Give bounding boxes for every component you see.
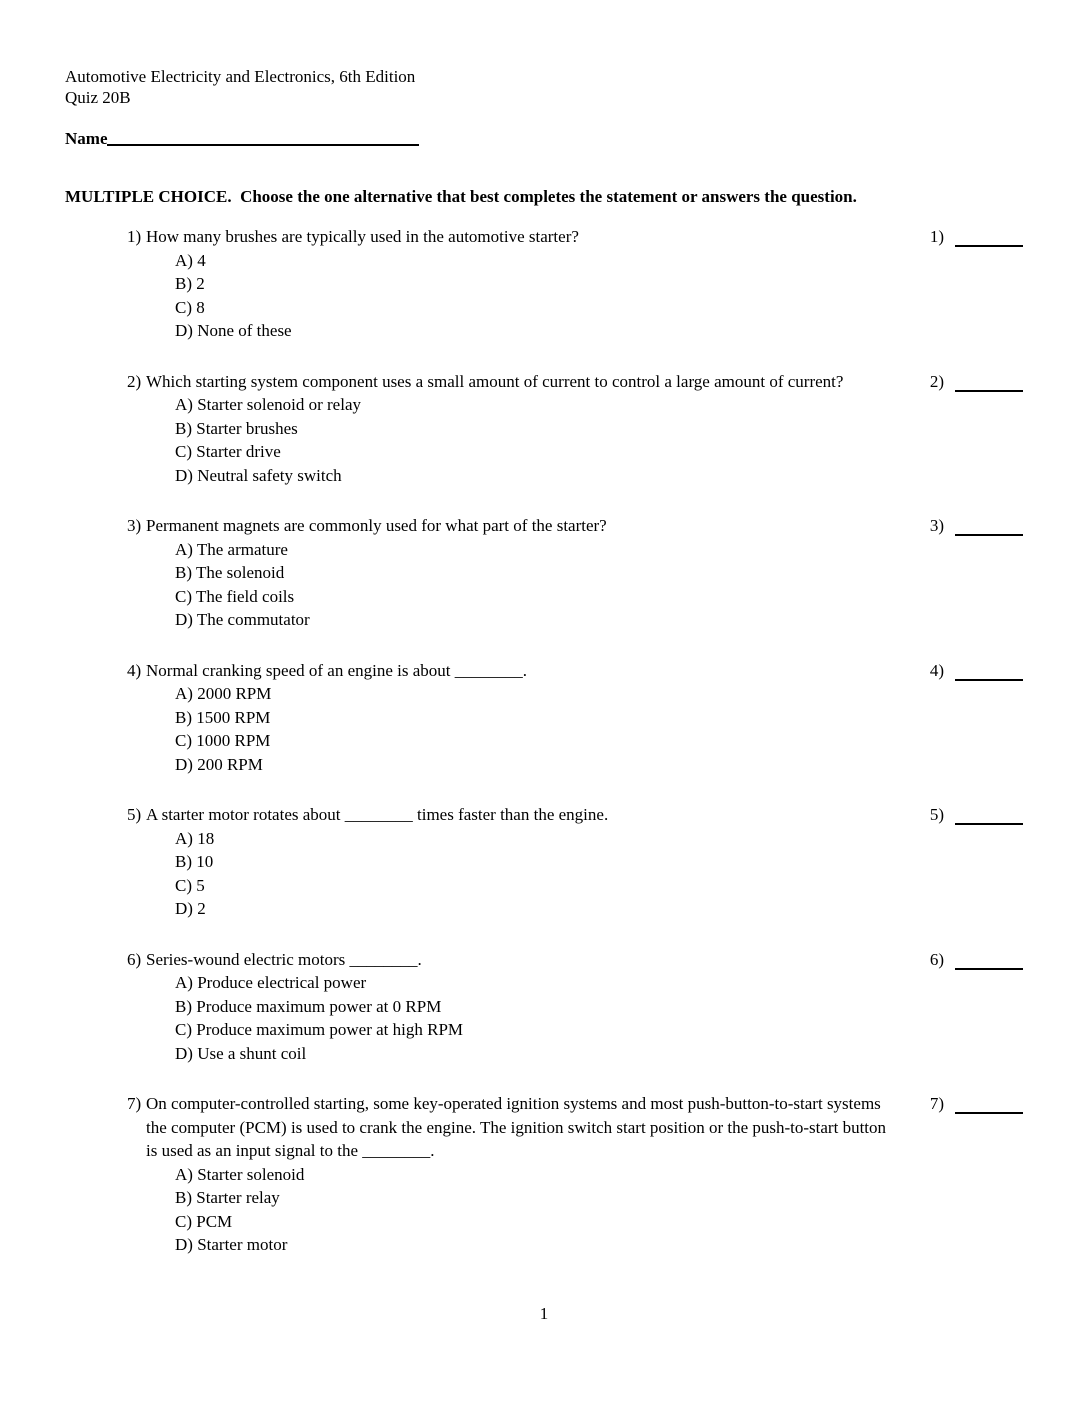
option-c: C) 5: [175, 875, 205, 895]
question-3-number: 3): [127, 516, 142, 535]
answer-number: 4): [929, 660, 944, 680]
answer-blank[interactable]: [955, 225, 1023, 247]
answer-area-7: [930, 1092, 1023, 1116]
option-d: D) The commutator: [175, 610, 310, 629]
question-4-number: 4): [127, 660, 142, 680]
answer-area-5: [930, 803, 1023, 827]
answer-blank[interactable]: [955, 1092, 1023, 1114]
option-b: B) Produce maximum power at 0 RPM: [175, 996, 442, 1016]
option-d: D) None of these: [175, 321, 292, 340]
option-b: B) Starter brushes: [175, 418, 298, 438]
document-header: [65, 66, 1023, 108]
option-a: A) 18: [175, 828, 215, 848]
option-b: B) 1500 RPM: [175, 707, 271, 727]
quiz-number: Quiz 20B: [65, 88, 131, 107]
option-c: C) 8: [175, 297, 205, 317]
option-a: A) The armature: [175, 539, 288, 559]
name-blank-field[interactable]: [107, 132, 419, 146]
question-7-options: [127, 1163, 895, 1257]
question-5: [127, 803, 1023, 921]
question-2: [127, 370, 1023, 488]
question-2-options: [127, 393, 895, 487]
option-c: C) PCM: [175, 1211, 233, 1231]
question-1-number: 1): [127, 227, 142, 246]
option-d: D) 200 RPM: [175, 754, 263, 774]
option-b: B) The solenoid: [175, 563, 285, 582]
option-a: A) 4: [175, 250, 206, 270]
name-row: [65, 128, 1023, 150]
instructions: MULTIPLE CHOICE. Choose the one alternative that best completes the statement or answers the question.: [65, 187, 857, 206]
answer-number: 5): [929, 805, 944, 824]
question-2-text: 2) Which starting system component uses a small amount of current to control a large amount of current?: [127, 370, 895, 394]
answer-number: 2): [929, 371, 944, 391]
answer-blank[interactable]: [955, 659, 1023, 681]
option-c: C) Starter drive: [175, 442, 281, 461]
question-1-options: [127, 249, 895, 343]
option-a: A) Produce electrical power: [175, 973, 367, 992]
answer-area-4: [930, 659, 1023, 683]
option-a: A) 2000 RPM: [175, 684, 272, 703]
answer-blank[interactable]: [955, 803, 1023, 825]
question-7: [127, 1092, 1023, 1257]
question-5-number: 5): [127, 805, 142, 824]
question-6-number: 6): [127, 949, 142, 969]
question-1: [127, 225, 1023, 343]
option-d: D) Use a shunt coil: [175, 1043, 307, 1063]
answer-area-1: [930, 225, 1023, 249]
question-6-text: 6) Series-wound electric motors ________.: [127, 948, 895, 972]
question-7-text: 7) On computer-controlled starting, some key-operated ignition systems and most push-button-to-start systems the computer (PCM) is used to crank the engine. The ignition switch start position or the push-to-start button is used as an input signal to the ________.: [127, 1094, 887, 1160]
answer-number: 7): [929, 1094, 944, 1113]
option-d: D) Neutral safety switch: [175, 465, 342, 485]
option-d: D) Starter motor: [175, 1235, 288, 1254]
answer-area-2: [930, 370, 1023, 394]
question-3: [127, 514, 1023, 632]
question-4-options: [127, 682, 895, 776]
option-b: B) Starter relay: [175, 1188, 280, 1207]
page-number: 1: [539, 1304, 549, 1323]
option-b: B) 10: [175, 852, 214, 871]
option-c: C) 1000 RPM: [175, 731, 271, 750]
question-5-text: 5) A starter motor rotates about ________ times faster than the engine.: [127, 803, 895, 827]
answer-number: 6): [929, 949, 944, 969]
question-2-number: 2): [127, 371, 142, 391]
answer-blank[interactable]: [955, 948, 1023, 970]
option-c: C) Produce maximum power at high RPM: [175, 1020, 464, 1039]
question-7-number: 7): [127, 1094, 142, 1113]
question-4: [127, 659, 1023, 777]
answer-area-3: [930, 514, 1023, 538]
question-5-options: [127, 827, 895, 921]
document-title: Automotive Electricity and Electronics, 6th Edition: [65, 67, 416, 86]
answer-blank[interactable]: [955, 514, 1023, 536]
answer-blank[interactable]: [955, 370, 1023, 392]
option-c: C) The field coils: [175, 586, 295, 606]
question-1-text: 1) How many brushes are typically used in the automotive starter?: [127, 225, 895, 249]
option-d: D) 2: [175, 899, 206, 918]
question-6-options: [127, 971, 895, 1065]
question-4-text: 4) Normal cranking speed of an engine is about ________.: [127, 659, 895, 683]
name-label: Name: [65, 129, 108, 148]
question-3-options: [127, 538, 895, 632]
option-a: A) Starter solenoid: [175, 1164, 305, 1184]
answer-number: 1): [929, 227, 944, 246]
answer-area-6: [930, 948, 1023, 972]
answer-number: 3): [929, 516, 944, 535]
question-6: [127, 948, 1023, 1066]
question-3-text: 3) Permanent magnets are commonly used for what part of the starter?: [127, 514, 895, 538]
option-b: B) 2: [175, 274, 205, 293]
option-a: A) Starter solenoid or relay: [175, 395, 361, 414]
